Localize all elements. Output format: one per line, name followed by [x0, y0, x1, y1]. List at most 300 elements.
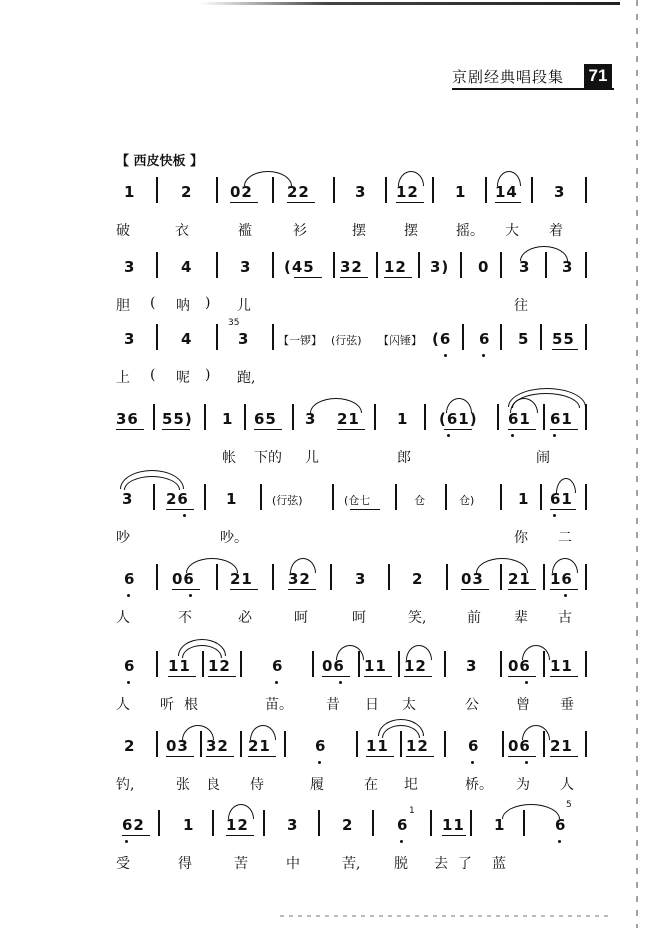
barline	[395, 484, 397, 510]
note: 26	[166, 490, 189, 508]
barline	[216, 564, 218, 590]
lyric: 大	[505, 223, 519, 239]
note: 2	[342, 816, 354, 834]
barline	[460, 252, 462, 278]
note: (61)	[439, 410, 478, 428]
beam	[508, 589, 536, 590]
beam	[508, 429, 536, 430]
barline	[585, 404, 587, 430]
note: 22	[287, 183, 310, 201]
note: 6	[124, 570, 136, 588]
note: 12	[208, 657, 231, 675]
barline	[216, 177, 218, 203]
beam	[230, 202, 258, 203]
barline	[430, 810, 432, 836]
note: 1	[226, 490, 238, 508]
note: 21	[230, 570, 253, 588]
beam	[550, 429, 578, 430]
note: 12	[226, 816, 249, 834]
beam	[340, 277, 368, 278]
lyric: 履	[310, 777, 324, 793]
beam	[508, 676, 536, 677]
lyric: 摇。	[456, 223, 484, 239]
lyric: 郎	[397, 450, 411, 466]
beam	[206, 756, 234, 757]
barline	[200, 731, 202, 757]
lyric: 人	[116, 610, 130, 626]
barline	[332, 484, 334, 510]
barline	[376, 252, 378, 278]
note: 14	[495, 183, 518, 201]
note: 6	[479, 330, 491, 348]
note: 06	[322, 657, 345, 675]
lyric: 上	[116, 370, 130, 386]
low-octave-dot	[400, 840, 403, 843]
barline	[400, 731, 402, 757]
barline	[540, 324, 542, 350]
beam	[162, 429, 190, 430]
barline	[374, 404, 376, 430]
barline	[462, 324, 464, 350]
beam	[396, 202, 424, 203]
note: 61	[550, 490, 573, 508]
barline	[543, 404, 545, 430]
beam	[552, 349, 578, 350]
beam	[384, 277, 412, 278]
note: 3	[305, 410, 317, 428]
note: 1	[455, 183, 467, 201]
percussion-syllable: 仓	[414, 494, 425, 507]
barline	[153, 404, 155, 430]
percussion-syllable: 仓)	[459, 494, 475, 507]
lyric: 昔	[326, 697, 340, 713]
low-octave-dot	[553, 434, 556, 437]
barline	[284, 731, 286, 757]
beam	[350, 509, 380, 510]
lyric: 笑,	[408, 610, 427, 626]
lyric: 人	[116, 697, 130, 713]
note: 1	[494, 816, 506, 834]
lyric: 蓝	[492, 856, 506, 872]
lyric: 曾	[516, 697, 530, 713]
beam	[461, 589, 489, 590]
lyric: )	[205, 367, 211, 383]
lyric: 良	[206, 777, 220, 793]
beam	[550, 756, 578, 757]
note: 0	[478, 258, 490, 276]
note: 6	[315, 737, 327, 755]
lyric: 人	[560, 777, 574, 793]
note: 6	[272, 657, 284, 675]
note: 32	[340, 258, 363, 276]
barline	[502, 731, 504, 757]
percussion-cue: 【闪锤】	[378, 334, 422, 347]
note: (6	[432, 330, 452, 348]
barline	[485, 177, 487, 203]
barline	[204, 404, 206, 430]
low-octave-dot	[275, 681, 278, 684]
score-system-4	[0, 410, 655, 490]
slur	[497, 171, 521, 186]
score-system-9	[0, 800, 655, 896]
grace-note: 35	[228, 318, 240, 328]
barline	[444, 651, 446, 677]
beam	[172, 589, 200, 590]
lyric: 破	[116, 223, 130, 239]
note: 4	[181, 330, 193, 348]
note: 11	[550, 657, 573, 675]
note: 65	[254, 410, 277, 428]
slur	[398, 171, 424, 186]
lyric: 去	[434, 856, 448, 872]
lyric: 受	[116, 856, 130, 872]
barline	[312, 651, 314, 677]
lyric: 呐	[176, 298, 190, 314]
barline	[216, 252, 218, 278]
barline	[445, 484, 447, 510]
note: 03	[461, 570, 484, 588]
beam	[444, 429, 472, 430]
barline	[156, 651, 158, 677]
grace-note: 5	[566, 800, 572, 810]
lyric: 衣	[175, 223, 189, 239]
barline	[333, 252, 335, 278]
lyric: 你	[514, 530, 528, 546]
note: 61	[550, 410, 573, 428]
barline	[358, 651, 360, 677]
beam	[406, 756, 434, 757]
barline	[156, 731, 158, 757]
lyric: 不	[178, 610, 192, 626]
lyric: 侍	[250, 777, 264, 793]
note: 3	[124, 330, 136, 348]
lyric: 跑,	[237, 370, 256, 386]
barline	[330, 564, 332, 590]
lyric: 二	[558, 530, 572, 546]
barline	[585, 651, 587, 677]
note: 16	[550, 570, 573, 588]
note: 3	[562, 258, 574, 276]
note: 3	[466, 657, 478, 675]
lyric: 儿	[237, 298, 251, 314]
lyric: (	[150, 367, 156, 383]
low-octave-dot	[511, 434, 514, 437]
barline	[444, 731, 446, 757]
barline	[418, 252, 420, 278]
low-octave-dot	[553, 514, 556, 517]
note: 12	[406, 737, 429, 755]
beam	[208, 676, 236, 677]
lyric: 褴	[238, 223, 252, 239]
barline	[202, 651, 204, 677]
beam	[550, 589, 578, 590]
barline	[470, 810, 472, 836]
page-number: 71	[584, 64, 612, 88]
lyric: 闹	[536, 450, 550, 466]
score-system-8	[0, 737, 655, 817]
barline	[388, 564, 390, 590]
note: 1	[124, 183, 136, 201]
lyric: 呵	[352, 610, 366, 626]
note: 3)	[430, 258, 450, 276]
barline	[272, 252, 274, 278]
note: 3	[122, 490, 134, 508]
slur	[244, 171, 292, 186]
note: 3	[554, 183, 566, 201]
low-octave-dot	[127, 681, 130, 684]
barline	[318, 810, 320, 836]
low-octave-dot	[471, 761, 474, 764]
lyric: 呢	[176, 370, 190, 386]
lyric: 帐	[222, 450, 236, 466]
low-octave-dot	[318, 761, 321, 764]
percussion-cue: 【一锣】	[278, 334, 322, 347]
low-octave-dot	[444, 354, 447, 357]
percussion-syllable: (仓七	[344, 494, 371, 507]
lyric: 儿	[305, 450, 319, 466]
barline	[545, 252, 547, 278]
lyric: 摆	[404, 223, 418, 239]
lyric: 着	[549, 223, 563, 239]
barline	[585, 484, 587, 510]
low-octave-dot	[189, 594, 192, 597]
low-octave-dot	[125, 840, 128, 843]
barline	[272, 564, 274, 590]
beam	[550, 676, 578, 677]
note: 2	[124, 737, 136, 755]
barline	[156, 177, 158, 203]
note: 6	[555, 816, 567, 834]
score-system-6	[0, 570, 655, 650]
note: 55)	[162, 410, 193, 428]
barline	[156, 564, 158, 590]
beam	[166, 509, 194, 510]
beam	[288, 589, 316, 590]
barline	[543, 564, 545, 590]
lyric: 太	[402, 697, 416, 713]
low-octave-dot	[127, 594, 130, 597]
note: 2	[181, 183, 193, 201]
lyric: 钓,	[116, 777, 135, 793]
barline	[153, 484, 155, 510]
lyric: 听	[160, 697, 174, 713]
barline	[500, 484, 502, 510]
barline	[212, 810, 214, 836]
lyric: 衫	[293, 223, 307, 239]
barline	[204, 484, 206, 510]
beam	[495, 202, 521, 203]
lyric: 往	[514, 298, 528, 314]
note: 6	[124, 657, 136, 675]
note: 21	[508, 570, 531, 588]
note: 12	[384, 258, 407, 276]
running-header	[452, 64, 612, 88]
beam	[287, 202, 315, 203]
lyric: 垂	[560, 697, 574, 713]
beam	[166, 756, 194, 757]
lyric: 在	[364, 777, 378, 793]
barline	[156, 252, 158, 278]
note: 21	[248, 737, 271, 755]
note: 21	[550, 737, 573, 755]
lyric: 公	[465, 697, 479, 713]
lyric: 辈	[514, 610, 528, 626]
barline	[356, 731, 358, 757]
beam	[442, 835, 466, 836]
barline	[263, 810, 265, 836]
barline	[158, 810, 160, 836]
note: 3	[238, 330, 250, 348]
note: 06	[508, 657, 531, 675]
barline	[523, 810, 525, 836]
barline	[585, 252, 587, 278]
barline	[385, 177, 387, 203]
score-system-5	[0, 490, 655, 570]
beam	[230, 589, 258, 590]
barline	[272, 324, 274, 350]
beam	[168, 676, 196, 677]
low-octave-dot	[183, 514, 186, 517]
lyric: 苦	[234, 856, 248, 872]
lyric: 得	[178, 856, 192, 872]
barline	[543, 731, 545, 757]
barline	[585, 324, 587, 350]
score-system-2	[0, 258, 655, 338]
beam	[366, 756, 394, 757]
lyric: 张	[176, 777, 190, 793]
barline	[216, 324, 218, 350]
section-label: 【 西皮快板 】	[116, 154, 204, 169]
beam	[122, 835, 150, 836]
note: 1	[397, 410, 409, 428]
beam	[116, 429, 144, 430]
note: (45	[284, 258, 315, 276]
low-octave-dot	[525, 761, 528, 764]
barline	[500, 252, 502, 278]
instrument-cue: (行弦)	[331, 334, 362, 347]
barline	[500, 564, 502, 590]
barline	[260, 484, 262, 510]
lyric: 摆	[352, 223, 366, 239]
lyric: 苦,	[342, 856, 361, 872]
note: 11	[364, 657, 387, 675]
lyric: 呵	[294, 610, 308, 626]
lyric: 前	[467, 610, 481, 626]
note: 6	[468, 737, 480, 755]
note: 06	[508, 737, 531, 755]
note: 32	[288, 570, 311, 588]
note: 4	[181, 258, 193, 276]
beam	[337, 429, 365, 430]
low-octave-dot	[339, 681, 342, 684]
barline	[156, 324, 158, 350]
barline	[543, 651, 545, 677]
lyric: 下的	[254, 450, 282, 466]
note: 3	[240, 258, 252, 276]
note: 3	[355, 570, 367, 588]
barline	[240, 731, 242, 757]
top-rule	[200, 2, 620, 5]
barline	[333, 177, 335, 203]
score-system-7	[0, 657, 655, 737]
barline	[497, 404, 499, 430]
low-octave-dot	[482, 354, 485, 357]
note: 32	[206, 737, 229, 755]
barline	[540, 484, 542, 510]
lyric: 苗。	[265, 697, 293, 713]
barline	[424, 404, 426, 430]
header-rule	[452, 88, 614, 90]
barline	[398, 651, 400, 677]
beam	[294, 277, 322, 278]
note: 1	[222, 410, 234, 428]
low-octave-dot	[558, 840, 561, 843]
grace-note: 1	[409, 806, 415, 816]
low-octave-dot	[564, 594, 567, 597]
lyric: 必	[238, 610, 252, 626]
beam	[508, 756, 536, 757]
note: 12	[396, 183, 419, 201]
note: 11	[442, 816, 465, 834]
note: 3	[124, 258, 136, 276]
instrument-cue: (行弦)	[272, 494, 303, 507]
barline	[244, 404, 246, 430]
lyric: 中	[286, 856, 300, 872]
lyric: 为	[516, 777, 530, 793]
bottom-edge-marks	[280, 915, 610, 917]
lyric: 圯	[404, 777, 418, 793]
beam	[364, 676, 392, 677]
lyric: 胆	[116, 298, 130, 314]
note: 11	[366, 737, 389, 755]
note: 12	[404, 657, 427, 675]
lyric: 了	[458, 856, 472, 872]
beam	[248, 756, 276, 757]
note: 06	[172, 570, 195, 588]
barline	[500, 324, 502, 350]
lyric: 吵	[116, 530, 130, 546]
note: 5	[518, 330, 530, 348]
note: 36	[116, 410, 139, 428]
note: 55	[552, 330, 575, 348]
note: 1	[183, 816, 195, 834]
book-title: 京剧经典唱段集	[452, 68, 565, 86]
beam	[550, 509, 576, 510]
note: 3	[519, 258, 531, 276]
note: 62	[122, 816, 145, 834]
barline	[292, 404, 294, 430]
barline	[372, 810, 374, 836]
lyric: 根	[184, 697, 198, 713]
note: 03	[166, 737, 189, 755]
low-octave-dot	[525, 681, 528, 684]
note: 3	[287, 816, 299, 834]
lyric: 脱	[394, 856, 408, 872]
lyric: )	[205, 295, 211, 311]
beam	[254, 429, 282, 430]
note: 3	[355, 183, 367, 201]
note: 1	[518, 490, 530, 508]
lyric: 古	[558, 610, 572, 626]
lyric: (	[150, 295, 156, 311]
note: 11	[168, 657, 191, 675]
lyric: 吵。	[220, 530, 248, 546]
barline	[500, 651, 502, 677]
low-octave-dot	[447, 434, 450, 437]
barline	[585, 177, 587, 203]
barline	[585, 731, 587, 757]
note: 6	[397, 816, 409, 834]
